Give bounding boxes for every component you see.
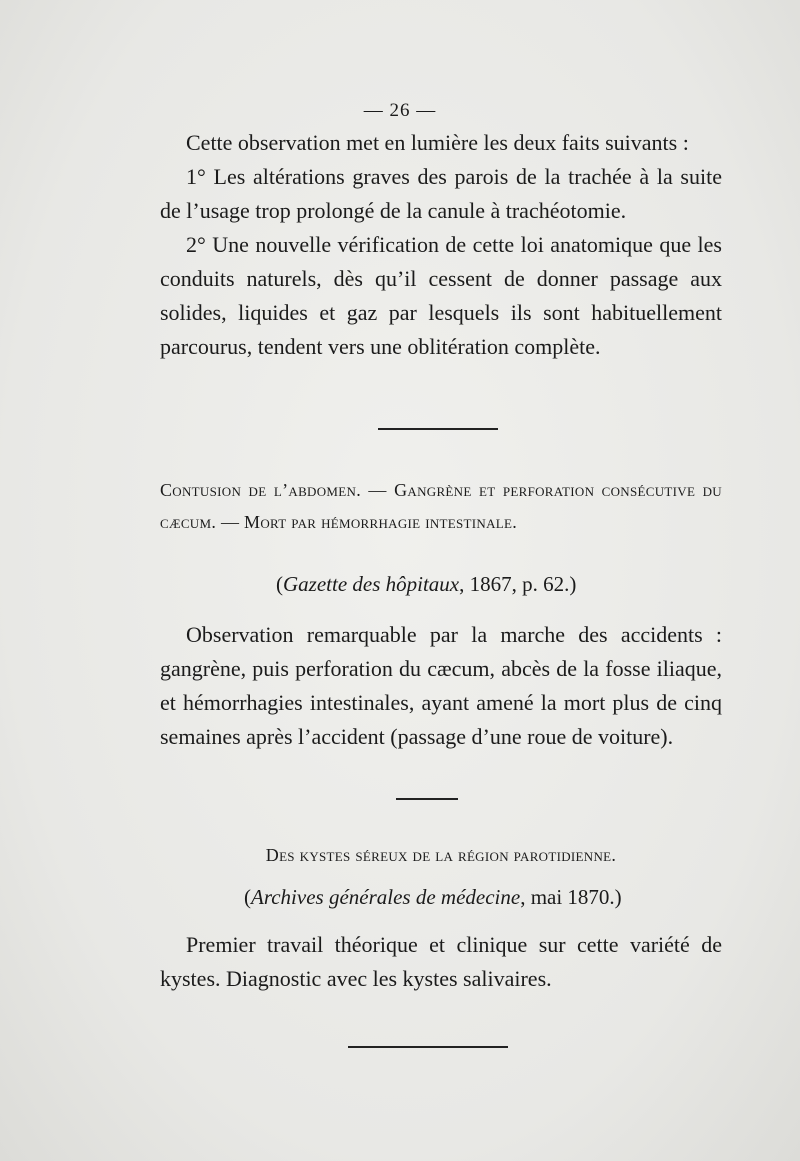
- section-divider-short: [396, 798, 458, 800]
- page-end-rule: [348, 1046, 508, 1048]
- section-observation-conclusion: [160, 126, 722, 364]
- page-number: — 26 —: [363, 100, 437, 121]
- article-source-gazette: [276, 569, 576, 599]
- article-heading-kystes: Des kystes séreux de la région parotidienne.: [265, 845, 617, 865]
- article-source-archives: [244, 882, 622, 912]
- paragraph-point-1: 1° Les altérations graves des parois de la trachée à la suite de l’usage trop prolongé de la canule à trachéotomie.: [160, 164, 722, 223]
- section-divider: [378, 428, 498, 430]
- article-body-contusion: [160, 618, 722, 754]
- source-journal-title: Gazette des hôpitaux: [283, 572, 460, 596]
- paragraph-point-2: 2° Une nouvelle vérification de cette loi anatomique que les conduits naturels, dès qu’il cessent de donner passage aux solides, liquides et gaz par lesquels ils sont habituellement parcourus, tendent vers une oblitération complète.: [160, 232, 722, 359]
- source-details: , mai 1870.): [520, 885, 622, 909]
- paragraph-observation: Observation remarquable par la marche des accidents : gangrène, puis perforation du cæcum, abcès de la fosse iliaque, et hémorrhagies intestinales, ayant amené la mort plus de cinq semaines après l’accident (passage d’une roue de voiture).: [160, 622, 722, 749]
- source-open-paren: (: [276, 572, 283, 596]
- source-details: , 1867, p. 62.): [459, 572, 577, 596]
- paragraph-kystes: Premier travail théorique et clinique sur cette variété de kystes. Diagnostic avec les kystes salivaires.: [160, 932, 722, 991]
- source-journal-title: Archives générales de médecine: [251, 885, 521, 909]
- paragraph-intro: Cette observation met en lumière les deux faits suivants :: [186, 130, 689, 155]
- article-body-kystes: [160, 928, 722, 996]
- source-open-paren: (: [244, 885, 251, 909]
- article-heading-contusion: Contusion de l’abdomen. — Gangrène et perforation consécutive du cæcum. — Mort par hémorrhagie intestinale.: [160, 480, 722, 532]
